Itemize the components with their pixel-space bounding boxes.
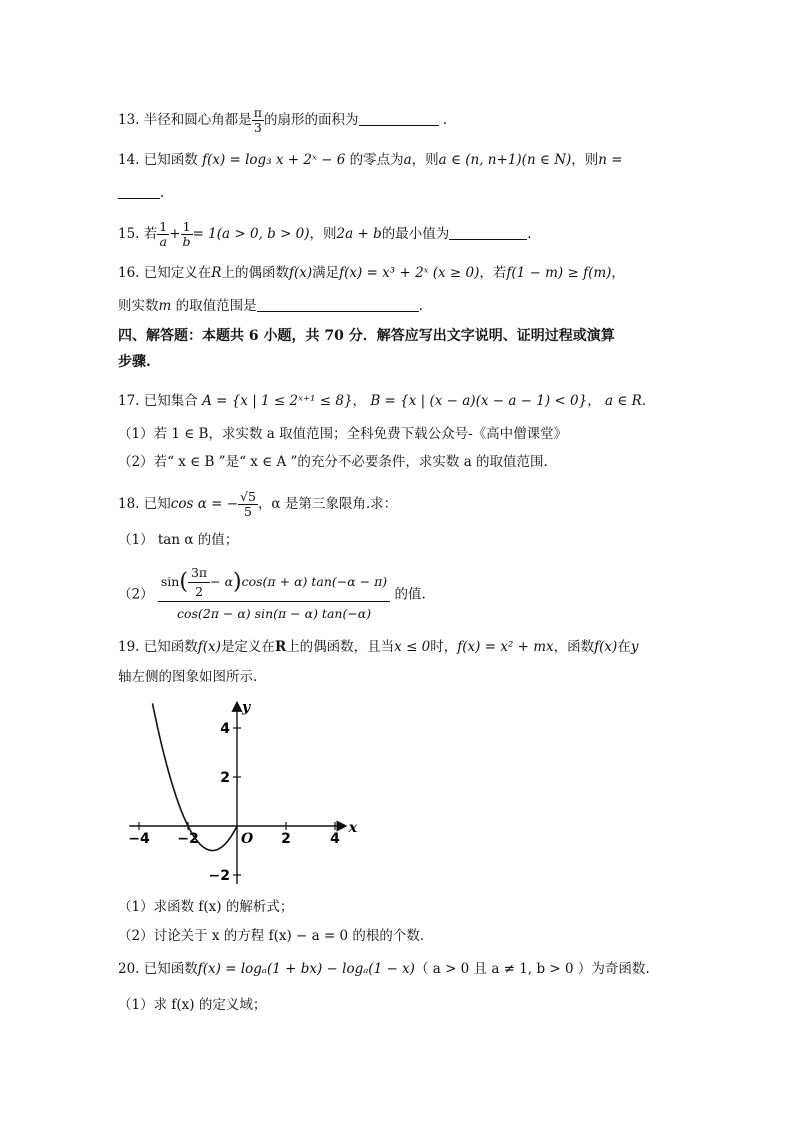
question-13: 13. 半径和圆心角都是 $\frac{\pi}{3}$ 的扇形的面积为 . bbox=[118, 105, 448, 135]
x-tick-label: −4 bbox=[128, 831, 150, 847]
question-17-part-1: （1）若 1 ∈ B，求实数 a 取值范围；全科免费下载公众号-《高中僧课堂》 bbox=[118, 426, 568, 442]
question-14: 14. 已知函数 f(x) = log₃ x + 2ˣ − 6 的零点为a，则a ∈ (n, n+1)(n ∈ N)，则n = bbox=[118, 152, 623, 168]
question-18: 18. 已知cos α = − $\frac{√5}{5}$ ，α 是第三象限角.求： bbox=[118, 489, 398, 519]
condition-expression: a ∈ (n, n+1)(n ∈ N) bbox=[438, 152, 572, 168]
question-15: 15. 若 $\frac{1}{a}$ + $\frac{1}{b}$ = 1(a > 0, b > 0)，则2a + b的最小值为 . bbox=[118, 219, 532, 249]
question-19-part-2: （2）讨论关于 x 的方程 f(x) − a = 0 的根的个数． bbox=[118, 928, 434, 944]
answer-blank bbox=[449, 225, 527, 240]
origin-label: O bbox=[241, 831, 254, 847]
question-17-part-2: （2）若“ x ∈ B ”是“ x ∈ A ”的充分不必要条件，求实数 a 的取值范围. bbox=[118, 454, 548, 470]
y-tick-label: 2 bbox=[220, 770, 230, 786]
function-graph bbox=[115, 694, 365, 884]
question-20: 20. 已知函数f(x) = logₐ(1 + bx) − logₐ(1 − x)（ a > 0 且 a ≠ 1, b > 0 ）为奇函数. bbox=[118, 961, 650, 977]
question-19: 19. 已知函数f(x)是定义在R上的偶函数，且当x ≤ 0时，f(x) = x² + mx，函数f(x)在y bbox=[118, 639, 639, 655]
y-tick-label: 4 bbox=[220, 721, 230, 737]
y-axis-label: y bbox=[242, 699, 251, 716]
question-number: 17. bbox=[118, 393, 140, 409]
question-19-line2: 轴左侧的图象如图所示． bbox=[118, 669, 267, 685]
question-18-part-1: （1） tan α 的值； bbox=[118, 532, 239, 548]
set-b: B = {x | (x − a)(x − a − 1) < 0} bbox=[370, 393, 588, 409]
trig-expression-fraction: sin( $\frac{3\pi}{2}$ − α)cos(π + α) tan(−α − π) cos(2π − α) sin(π − α) tan(−α) bbox=[158, 566, 390, 624]
answer-blank bbox=[359, 111, 439, 126]
question-16: 16. 已知定义在R上的偶函数f(x)满足f(x) = x³ + 2ˣ (x ≥ 0)，若f(1 − m) ≥ f(m)， bbox=[118, 265, 625, 281]
x-tick-label: 4 bbox=[330, 831, 340, 847]
answer-blank bbox=[257, 297, 419, 312]
answer-blank bbox=[118, 184, 160, 199]
fraction-sqrt5-over-5: $\frac{√5}{5}$ bbox=[240, 489, 256, 519]
fraction-pi-over-3: $\frac{\pi}{3}$ bbox=[253, 105, 262, 135]
question-text: 的扇形的面积为 bbox=[264, 112, 359, 128]
question-17: 17. 已知集合 A = {x | 1 ≤ 2ˣ⁺¹ ≤ 8}， B = {x | (x − a)(x − a − 1) < 0}， a ∈ R. bbox=[118, 393, 647, 409]
x-tick-label: 2 bbox=[281, 831, 291, 847]
question-16-line2: 则实数m 的取值范围是 . bbox=[118, 298, 423, 314]
question-number: 15. bbox=[118, 226, 140, 242]
question-number: 18. bbox=[118, 496, 140, 512]
question-number: 13. bbox=[118, 112, 140, 128]
question-number: 16. bbox=[118, 265, 140, 281]
function-expression: f(x) = log₃ x + 2ˣ − 6 bbox=[202, 152, 346, 168]
fraction-1-over-a: $\frac{1}{a}$ bbox=[159, 219, 168, 249]
question-number: 19. bbox=[118, 639, 140, 655]
question-14-line2: . bbox=[118, 183, 164, 203]
question-18-part-2: （2） sin( $\frac{3\pi}{2}$ − α)cos(π + α) tan(−α − π) cos(2π − α) sin(π − α) tan(−α) 的值. bbox=[118, 566, 426, 624]
question-text: 半径和圆心角都是 bbox=[143, 112, 252, 128]
x-axis-label: x bbox=[348, 820, 358, 836]
set-a: A = {x | 1 ≤ 2ˣ⁺¹ ≤ 8} bbox=[202, 393, 353, 409]
fraction-1-over-b: $\frac{1}{b}$ bbox=[182, 219, 191, 249]
x-tick-label: −2 bbox=[177, 831, 199, 847]
question-19-part-1: （1）求函数 f(x) 的解析式； bbox=[118, 899, 294, 915]
question-number: 14. bbox=[118, 152, 140, 168]
section-heading: 四、解答题：本题共 6 小题，共 70 分．解答应写出文字说明、证明过程或演算 步骤. bbox=[118, 328, 615, 370]
question-20-part-1: （1）求 f(x) 的定义域； bbox=[118, 997, 267, 1013]
y-tick-label: −2 bbox=[208, 868, 230, 884]
question-number: 20. bbox=[118, 961, 140, 977]
